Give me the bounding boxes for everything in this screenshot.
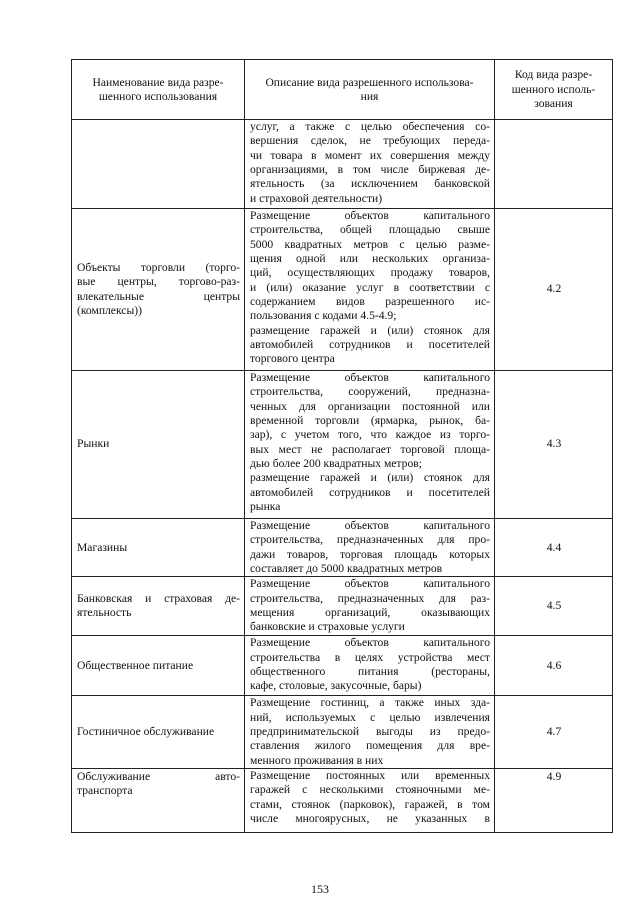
- cell-name: [72, 577, 245, 636]
- cell-name: [72, 696, 245, 769]
- header-line: Наименование вида разре-: [92, 75, 224, 89]
- cell-name: [72, 120, 245, 209]
- cell-description: [245, 371, 495, 519]
- description-line: ций, осуществляющих продажу товаров,: [250, 266, 490, 280]
- description-line: ятельность (за исключением банковской: [250, 177, 490, 191]
- description-line: вершения сделок, не требующих переда-: [250, 134, 490, 148]
- cell-description: [245, 120, 495, 209]
- description-line: строительства, общей площадью свыше: [250, 223, 490, 237]
- description-line: зар), с учетом того, что каждое из торго-: [250, 428, 490, 442]
- page-number: 153: [311, 882, 329, 896]
- cell-code: 4.6: [495, 636, 613, 696]
- header-description: [245, 60, 495, 120]
- cell-description: [245, 696, 495, 769]
- header-line: зования: [534, 97, 573, 111]
- name-line: влекательные центры: [77, 289, 240, 303]
- description-line: Размещение гостиниц, а также иных зда-: [250, 696, 490, 710]
- name-line: Гостиничное обслуживание: [77, 725, 215, 739]
- header-line: Код вида разре-: [514, 68, 593, 82]
- cell-name: [72, 769, 245, 833]
- description-line: организациями, в том числе биржевая де-: [250, 163, 490, 177]
- table-row: [72, 371, 613, 519]
- cell-code: 4.2: [495, 209, 613, 371]
- name-line: ятельность: [77, 606, 132, 620]
- header-line: ния: [360, 90, 379, 103]
- description-line: временной торговли (ярмарка, рынок, ба-: [250, 414, 490, 428]
- description-line: Размещение объектов капитального: [250, 519, 490, 532]
- table-row: [72, 769, 613, 833]
- table-row: [72, 636, 613, 696]
- description-line: Размещение объектов капитального: [250, 577, 490, 591]
- name-line: Объекты торговли (торго-: [77, 260, 240, 274]
- description-line: Размещение постоянных или временных: [250, 769, 490, 783]
- description-line: чи товара в момент их совершения между: [250, 148, 490, 162]
- description-line: строительства, сооружений, предназна-: [250, 385, 490, 399]
- table-row: [72, 577, 613, 636]
- name-line: Рынки: [77, 437, 110, 451]
- table-row: [72, 696, 613, 769]
- cell-name: [72, 371, 245, 519]
- description-line: размещение гаражей и (или) стоянок для: [250, 471, 490, 485]
- description-line: щения одной или нескольких организа-: [250, 252, 490, 266]
- header-code: [495, 60, 613, 120]
- description-line: автомобилей сотрудников и посетителей: [250, 338, 490, 352]
- header-line: шенного исполь-: [511, 82, 596, 96]
- description-line: и страховой деятельности): [250, 191, 383, 205]
- description-line: автомобилей сотрудников и посетителей: [250, 485, 490, 499]
- header-line: шенного использования: [98, 90, 218, 103]
- description-line: размещение гаражей и (или) стоянок для: [250, 323, 490, 337]
- description-line: Размещение объектов капитального: [250, 636, 490, 650]
- description-line: вых мест не располагает торговой площа-: [250, 442, 490, 456]
- table-row: [72, 519, 613, 577]
- name-line: вые центры, торгово-раз-: [77, 275, 240, 289]
- description-line: содержанием видов разрешенного ис-: [250, 295, 490, 309]
- description-line: строительства в целях устройства мест: [250, 650, 490, 664]
- name-line: Общественное питание: [77, 658, 194, 672]
- description-line: банковские и страховые услуги: [250, 620, 405, 634]
- description-line: менного проживания в них: [250, 753, 384, 767]
- description-line: кафе, столовые, закусочные, бары): [250, 679, 422, 693]
- description-line: строительства, предназначенных для про-: [250, 533, 490, 547]
- table-row: [72, 120, 613, 209]
- description-line: составляет до 5000 квадратных метров: [250, 562, 443, 576]
- cell-code: 4.5: [495, 577, 613, 636]
- description-line: дажи товаров, торговая площадь которых: [250, 547, 490, 561]
- table-row: [72, 209, 613, 371]
- cell-code: [495, 120, 613, 209]
- description-line: рынка: [250, 500, 281, 514]
- table-body: [72, 120, 613, 833]
- description-line: стами, стоянок (парковок), гаражей, в том: [250, 797, 490, 811]
- description-line: Размещение объектов капитального: [250, 209, 490, 222]
- cell-name: [72, 519, 245, 577]
- description-line: строительства, предназначенных для раз-: [250, 591, 490, 605]
- cell-description: [245, 209, 495, 371]
- description-line: ставления жилого помещения для вре-: [250, 739, 490, 753]
- description-line: ченных для организации постоянной или: [250, 399, 490, 413]
- description-line: Размещение объектов капитального: [250, 371, 490, 384]
- description-line: и (или) оказание услуг в соответствии с: [250, 280, 490, 294]
- cell-description: [245, 636, 495, 696]
- header-line: Описание вида разрешенного использова-: [265, 75, 474, 89]
- name-line: транспорта: [77, 784, 133, 798]
- description-line: 5000 квадратных метров с целью разме-: [250, 237, 490, 251]
- description-line: пользования с кодами 4.5-4.9;: [250, 309, 397, 323]
- description-line: мещения организаций, оказывающих: [250, 606, 490, 620]
- cell-code: 4.4: [495, 519, 613, 577]
- description-line: услуг, а также с целью обеспечения со-: [250, 120, 490, 133]
- cell-name: [72, 209, 245, 371]
- cell-description: [245, 577, 495, 636]
- description-line: числе многоярусных, не указанных в: [250, 812, 490, 826]
- cell-description: [245, 769, 495, 833]
- description-line: торгового центра: [250, 352, 335, 366]
- description-line: предпринимательской выгоды из предо-: [250, 725, 490, 739]
- land-use-table: [71, 59, 613, 833]
- description-line: общественного питания (рестораны,: [250, 665, 490, 679]
- cell-code: 4.3: [495, 371, 613, 519]
- name-line: Банковская и страховая де-: [77, 592, 240, 606]
- name-line: Магазины: [77, 540, 128, 554]
- description-line: ний, используемых с целью извлечения: [250, 710, 490, 724]
- name-line: Обслуживание авто-: [77, 770, 240, 784]
- description-line: гаражей с несколькими стояночными ме-: [250, 783, 490, 797]
- cell-code: 4.9: [495, 769, 613, 833]
- description-line: дью более 200 квадратных метров;: [250, 457, 422, 471]
- cell-name: [72, 636, 245, 696]
- table-header-row: [72, 60, 613, 120]
- cell-description: [245, 519, 495, 577]
- header-name: [72, 60, 245, 120]
- cell-code: 4.7: [495, 696, 613, 769]
- name-line: (комплексы)): [77, 303, 142, 317]
